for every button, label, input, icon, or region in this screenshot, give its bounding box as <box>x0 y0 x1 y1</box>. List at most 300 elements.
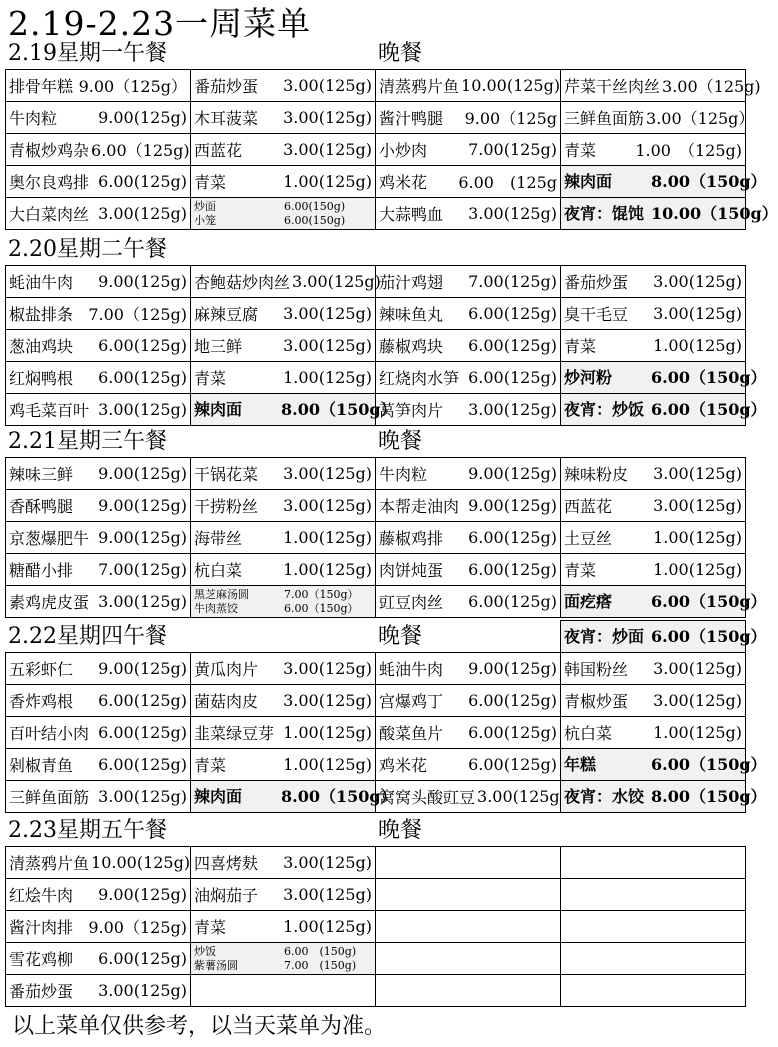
empty-cell <box>561 911 746 943</box>
menu-cell <box>6 975 191 1007</box>
menu-item <box>379 138 557 161</box>
dish-name: 红烧肉水笋 <box>379 369 460 388</box>
table-row <box>6 458 746 490</box>
dish-name: 青菜 <box>194 173 227 192</box>
menu-item <box>379 753 557 776</box>
dish-name: 辣味鱼丸 <box>379 305 444 324</box>
menu-cell <box>376 653 561 685</box>
menu-cell <box>191 749 376 781</box>
menu-item <box>194 214 372 228</box>
dish-name: 干捞粉丝 <box>194 497 259 516</box>
menu-item <box>379 302 557 325</box>
menu-cell <box>376 586 561 618</box>
table-row <box>6 298 746 330</box>
menu-cell <box>561 362 767 394</box>
dish-name: 西蓝花 <box>564 497 613 516</box>
dish-name: 辣肉面 <box>194 399 243 419</box>
menu-cell <box>6 717 191 749</box>
menu-table <box>5 457 767 618</box>
menu-cell <box>191 653 376 685</box>
menu-cell <box>6 102 191 134</box>
dish-price: 3.00(125g) <box>283 496 372 515</box>
table-row <box>6 685 746 717</box>
menu-cell <box>376 70 561 102</box>
menu-item <box>9 753 187 776</box>
dish-name: 西蓝花 <box>194 141 243 160</box>
empty-cell <box>191 621 376 653</box>
dish-price: 3.00(125g) <box>292 272 381 291</box>
menu-cell <box>561 653 746 685</box>
dish-name: 青椒炒鸡杂 <box>9 141 90 160</box>
menu-item <box>194 851 372 874</box>
menu-item <box>379 366 557 389</box>
dinner-header: 晚餐 <box>378 624 423 649</box>
dish-name: 辣味粉皮 <box>564 465 629 484</box>
dish-name: 土豆丝 <box>564 529 613 548</box>
dish-price: 3.00(125g) <box>653 659 742 678</box>
menu-cell <box>191 102 376 134</box>
menu-cell <box>376 749 561 781</box>
table-row <box>6 522 746 554</box>
menu-item <box>379 74 561 97</box>
menu-table <box>5 846 746 1007</box>
menu-cell <box>191 330 376 362</box>
menu-cell <box>191 847 376 879</box>
dish-price: 3.00(125g) <box>653 464 742 483</box>
menu-table <box>5 69 778 230</box>
menu-item <box>194 959 372 973</box>
dish-price: 6.00(150g) <box>284 213 346 227</box>
table-row <box>6 266 746 298</box>
dish-name: 番茄炒蛋 <box>9 982 74 1001</box>
menu-item <box>194 721 372 744</box>
menu-item <box>194 270 381 293</box>
dish-price: 3.00(125g) <box>283 691 372 710</box>
menu-item <box>564 462 742 485</box>
menu-cell <box>191 943 376 975</box>
dish-price: 6.00（150g） <box>651 626 767 646</box>
menu-item <box>9 366 187 389</box>
dish-name: 大蒜鸭血 <box>379 205 444 224</box>
menu-item <box>379 657 557 680</box>
empty-cell <box>376 621 561 653</box>
menu-item <box>564 367 767 387</box>
menu-item <box>194 462 372 485</box>
menu-item <box>564 74 761 97</box>
dish-price: 6.00 (150g) <box>284 944 357 958</box>
dish-price: 1.00(125g) <box>653 528 742 547</box>
empty-cell <box>561 879 746 911</box>
menu-cell <box>191 685 376 717</box>
menu-cell <box>6 298 191 330</box>
dish-name: 蚝油牛肉 <box>379 660 444 679</box>
dish-price: 9.00（125g） <box>78 77 187 96</box>
dish-name: 鸡米花 <box>379 756 428 775</box>
menu-cell <box>561 749 767 781</box>
table-row <box>6 717 746 749</box>
menu-item <box>9 947 187 970</box>
dish-name: 青菜 <box>194 756 227 775</box>
table-row <box>6 102 746 134</box>
menu-cell <box>376 166 561 198</box>
empty-cell <box>6 621 191 653</box>
menu-item <box>9 494 187 517</box>
dish-price: 1.00(125g) <box>283 755 372 774</box>
menu-cell <box>376 134 561 166</box>
menu-cell <box>6 781 191 813</box>
menu-cell <box>376 522 561 554</box>
menu-item <box>194 302 372 325</box>
dish-name: 大白菜肉丝 <box>9 205 90 224</box>
menu-cell <box>561 458 746 490</box>
table-row <box>6 781 746 813</box>
menu-cell <box>561 394 767 426</box>
menu-cell <box>6 522 191 554</box>
menu-item <box>194 170 372 193</box>
menu-item <box>9 106 187 129</box>
table-row <box>6 749 746 781</box>
menu-item <box>379 721 557 744</box>
menu-item <box>9 979 187 1002</box>
footer-note: 以上菜单仅供参考，以当天菜单为准。 <box>12 1014 387 1039</box>
dish-price: 6.00（125g) <box>91 141 190 160</box>
dish-name: 夜宵：炒面 <box>564 626 645 646</box>
menu-item <box>9 785 187 808</box>
dish-name: 四喜烤麸 <box>194 854 259 873</box>
dinner-header: 晚餐 <box>378 41 423 66</box>
menu-cell <box>561 134 746 166</box>
dish-name: 夜宵：馄饨 <box>564 203 645 223</box>
menu-cell <box>6 362 191 394</box>
dish-name: 干锅花菜 <box>194 465 259 484</box>
menu-cell <box>6 166 191 198</box>
dish-price: 8.00（150g） <box>651 171 767 191</box>
dish-name: 黑芝麻汤圆 <box>194 587 249 601</box>
menu-cell <box>191 522 376 554</box>
dish-name: 清蒸鸦片鱼 <box>379 77 460 96</box>
menu-item <box>194 366 372 389</box>
menu-item <box>379 785 560 808</box>
menu-cell <box>6 685 191 717</box>
menu-item <box>194 915 372 938</box>
menu-cell <box>561 70 761 102</box>
dish-name: 奥尔良鸡排 <box>9 173 90 192</box>
dish-price: 3.00(125g) <box>468 204 557 223</box>
menu-cell <box>6 458 191 490</box>
menu-item <box>379 689 557 712</box>
menu-item <box>564 302 742 325</box>
menu-cell <box>6 879 191 911</box>
menu-cell <box>6 586 191 618</box>
dish-name: 牛肉粒 <box>9 109 58 128</box>
table-row <box>6 554 746 586</box>
dish-price: 6.00（150g） <box>284 601 359 615</box>
menu-cell <box>191 717 376 749</box>
dish-name: 辣味三鲜 <box>9 465 74 484</box>
menu-item <box>564 786 767 806</box>
dish-name: 青菜 <box>564 141 597 160</box>
menu-table <box>5 620 767 813</box>
table-row <box>6 166 746 198</box>
dish-price: 3.00(125g <box>477 787 560 806</box>
dish-price: 1.00(125g) <box>283 528 372 547</box>
dish-price: 9.00(125g) <box>98 659 187 678</box>
dish-name: 茄汁鸡翅 <box>379 273 444 292</box>
dish-name: 辣肉面 <box>194 786 243 806</box>
menu-cell <box>6 330 191 362</box>
menu-cell <box>6 490 191 522</box>
menu-item <box>9 558 187 581</box>
dish-price: 6.00(125g) <box>98 755 187 774</box>
menu-cell <box>191 781 397 813</box>
menu-cell <box>6 911 191 943</box>
dish-name: 红烩牛肉 <box>9 886 74 905</box>
menu-cell <box>561 198 778 230</box>
menu-item <box>379 526 557 549</box>
menu-item <box>194 945 372 959</box>
dish-name: 杭白菜 <box>194 561 243 580</box>
day-header: 2.21星期三午餐 <box>8 429 167 454</box>
empty-cell <box>376 911 561 943</box>
dish-name: 小炒肉 <box>379 141 428 160</box>
menu-item <box>564 626 767 646</box>
menu-cell <box>6 70 191 102</box>
dish-name: 肉饼炖蛋 <box>379 561 444 580</box>
dish-price: 6.00(125g) <box>98 723 187 742</box>
dish-price: 9.00(125g) <box>98 528 187 547</box>
menu-cell <box>6 394 191 426</box>
menu-item-stack <box>194 200 372 228</box>
menu-item <box>194 334 372 357</box>
dish-price: 3.00(125g) <box>283 464 372 483</box>
table-row <box>6 586 746 618</box>
menu-cell <box>6 554 191 586</box>
dish-price: 1.00(125g) <box>283 172 372 191</box>
dish-price: 1.00(125g) <box>653 560 742 579</box>
menu-item <box>379 202 557 225</box>
dish-price: 3.00（125g） <box>646 109 755 128</box>
menu-item <box>9 334 187 357</box>
dish-price: 6.00（150g） <box>651 367 767 387</box>
dish-name: 素鸡虎皮蛋 <box>9 593 90 612</box>
menu-cell <box>561 717 746 749</box>
menu-item <box>9 302 187 325</box>
menu-item <box>379 106 557 129</box>
dish-name: 黄瓜肉片 <box>194 660 259 679</box>
dish-name: 菌菇肉皮 <box>194 692 259 711</box>
dish-name: 油焖茄子 <box>194 886 259 905</box>
dish-price: 1.00(125g) <box>283 917 372 936</box>
dish-name: 杭白菜 <box>564 724 613 743</box>
dish-price: 3.00(125g) <box>283 885 372 904</box>
dish-price: 3.00(125g) <box>283 304 372 323</box>
dish-name: 牛肉蒸饺 <box>194 601 238 615</box>
dish-price: 9.00（125g) <box>88 918 187 937</box>
dish-name: 面疙瘩 <box>564 591 613 611</box>
menu-item <box>564 106 755 129</box>
dish-price: 3.00(125g) <box>283 659 372 678</box>
menu-cell <box>191 362 376 394</box>
menu-item <box>564 689 742 712</box>
dish-price: 8.00（150g） <box>281 399 397 419</box>
dish-name: 牛肉粒 <box>379 465 428 484</box>
menu-cell <box>376 330 561 362</box>
menu-cell <box>376 781 561 813</box>
dish-name: 香炸鸡根 <box>9 692 74 711</box>
dish-price: 7.00（150g） <box>284 587 359 601</box>
dish-name: 夜宵：炒饭 <box>564 399 645 419</box>
dish-price: 6.00(125g) <box>98 368 187 387</box>
day-header: 2.20星期二午餐 <box>8 237 167 262</box>
empty-cell <box>561 943 746 975</box>
day-header: 2.23星期五午餐 <box>8 818 167 843</box>
dish-price: 9.00(125g) <box>98 108 187 127</box>
menu-cell <box>191 166 376 198</box>
dish-name: 窝窝头酸豇豆 <box>379 788 476 807</box>
menu-cell <box>191 70 376 102</box>
dish-name: 韭菜绿豆芽 <box>194 724 275 743</box>
menu-cell <box>191 490 376 522</box>
table-row <box>6 330 746 362</box>
dish-name: 青菜 <box>194 918 227 937</box>
dish-name: 青椒炒蛋 <box>564 692 629 711</box>
menu-cell <box>561 298 746 330</box>
dish-price: 3.00(125g) <box>283 140 372 159</box>
dish-price: 6.00（150g） <box>651 591 767 611</box>
dinner-header: 晚餐 <box>378 818 423 843</box>
menu-cell <box>191 586 376 618</box>
dish-price: 8.00（150g） <box>281 786 397 806</box>
table-row <box>6 879 746 911</box>
menu-cell <box>561 166 767 198</box>
dish-price: 6.00(125g) <box>468 336 557 355</box>
dish-price: 6.00(125g) <box>468 592 557 611</box>
dish-price: 3.00(125g) <box>98 981 187 1000</box>
dish-name: 小笼 <box>194 213 216 227</box>
dish-price: 3.00(125g) <box>653 272 742 291</box>
menu-cell <box>191 879 376 911</box>
menu-cell <box>191 198 376 230</box>
dish-price: 3.00(125g) <box>468 400 557 419</box>
menu-cell <box>376 198 561 230</box>
menu-item <box>564 399 767 419</box>
dish-name: 地三鲜 <box>194 337 243 356</box>
dish-price: 3.00(125g) <box>283 76 372 95</box>
menu-item <box>379 462 557 485</box>
menu-item-stack <box>194 588 372 616</box>
table-row <box>6 653 746 685</box>
menu-item <box>194 138 372 161</box>
empty-cell <box>561 975 746 1007</box>
dish-price: 7.00（125g) <box>88 305 187 324</box>
menu-cell <box>191 911 376 943</box>
dish-price: 6.00(125g) <box>468 304 557 323</box>
menu-item <box>9 170 187 193</box>
menu-item <box>564 334 742 357</box>
menu-cell <box>191 554 376 586</box>
dish-name: 藤椒鸡排 <box>379 529 444 548</box>
dish-price: 3.00(125g) <box>98 592 187 611</box>
dish-name: 三鲜鱼面筋 <box>564 109 645 128</box>
menu-item <box>9 883 187 906</box>
menu-item <box>194 106 372 129</box>
dish-name: 青菜 <box>564 337 597 356</box>
dish-price: 9.00(125g) <box>468 464 557 483</box>
menu-item <box>379 170 557 193</box>
dish-name: 雪花鸡柳 <box>9 950 74 969</box>
dish-name: 椒盐排条 <box>9 305 74 324</box>
dish-price: 3.00(125g) <box>653 304 742 323</box>
menu-item <box>194 588 372 602</box>
menu-item <box>564 721 742 744</box>
menu-cell <box>6 198 191 230</box>
dish-price: 10.00(125g) <box>461 76 561 95</box>
dish-price: 9.00（125g <box>464 109 557 128</box>
dish-name: 糖醋小排 <box>9 561 74 580</box>
menu-cell <box>376 394 561 426</box>
menu-cell <box>561 781 767 813</box>
menu-cell <box>6 653 191 685</box>
table-row <box>6 394 746 426</box>
dish-price: 7.00(125g) <box>468 140 557 159</box>
dish-price: 7.00(125g) <box>468 272 557 291</box>
menu-cell <box>561 102 755 134</box>
dish-name: 清蒸鸦片鱼 <box>9 854 90 873</box>
dish-price: 9.00(125g) <box>98 464 187 483</box>
empty-cell <box>191 975 376 1007</box>
dish-name: 鸡米花 <box>379 173 428 192</box>
table-row <box>6 198 746 230</box>
menu-item <box>564 138 742 161</box>
dish-price: 9.00(125g) <box>98 885 187 904</box>
table-row <box>6 70 746 102</box>
dish-price: 3.00(125g) <box>98 400 187 419</box>
dish-name: 酱汁鸭腿 <box>379 109 444 128</box>
dish-price: 6.00（150g） <box>651 754 767 774</box>
menu-item <box>379 334 557 357</box>
menu-item <box>194 786 397 806</box>
dish-price: 6.00(125g) <box>98 336 187 355</box>
dish-name: 藤椒鸡块 <box>379 337 444 356</box>
dish-price: 9.00(125g) <box>468 659 557 678</box>
dish-name: 酸菜鱼片 <box>379 724 444 743</box>
dish-name: 蚝油牛肉 <box>9 273 74 292</box>
dish-name: 辣肉面 <box>564 171 613 191</box>
menu-item <box>194 526 372 549</box>
menu-item <box>9 721 187 744</box>
menu-cell <box>191 458 376 490</box>
menu-cell <box>376 102 561 134</box>
dish-name: 莴笋肉片 <box>379 401 444 420</box>
menu-cell <box>376 362 561 394</box>
dish-price: 10.00(125g) <box>91 853 191 872</box>
dish-name: 酱汁肉排 <box>9 918 74 937</box>
menu-item <box>9 138 190 161</box>
dish-name: 京葱爆肥牛 <box>9 529 90 548</box>
menu-item <box>564 754 767 774</box>
dish-name: 香酥鸭腿 <box>9 497 74 516</box>
menu-item <box>379 558 557 581</box>
menu-cell <box>376 554 561 586</box>
table-row <box>6 975 746 1007</box>
menu-item <box>379 398 557 421</box>
dish-name: 百叶结小肉 <box>9 724 90 743</box>
menu-cell <box>561 621 767 653</box>
menu-item <box>9 202 187 225</box>
dish-price: 6.00(125g) <box>468 755 557 774</box>
dish-name: 炒面 <box>194 199 216 213</box>
menu-item <box>9 398 187 421</box>
